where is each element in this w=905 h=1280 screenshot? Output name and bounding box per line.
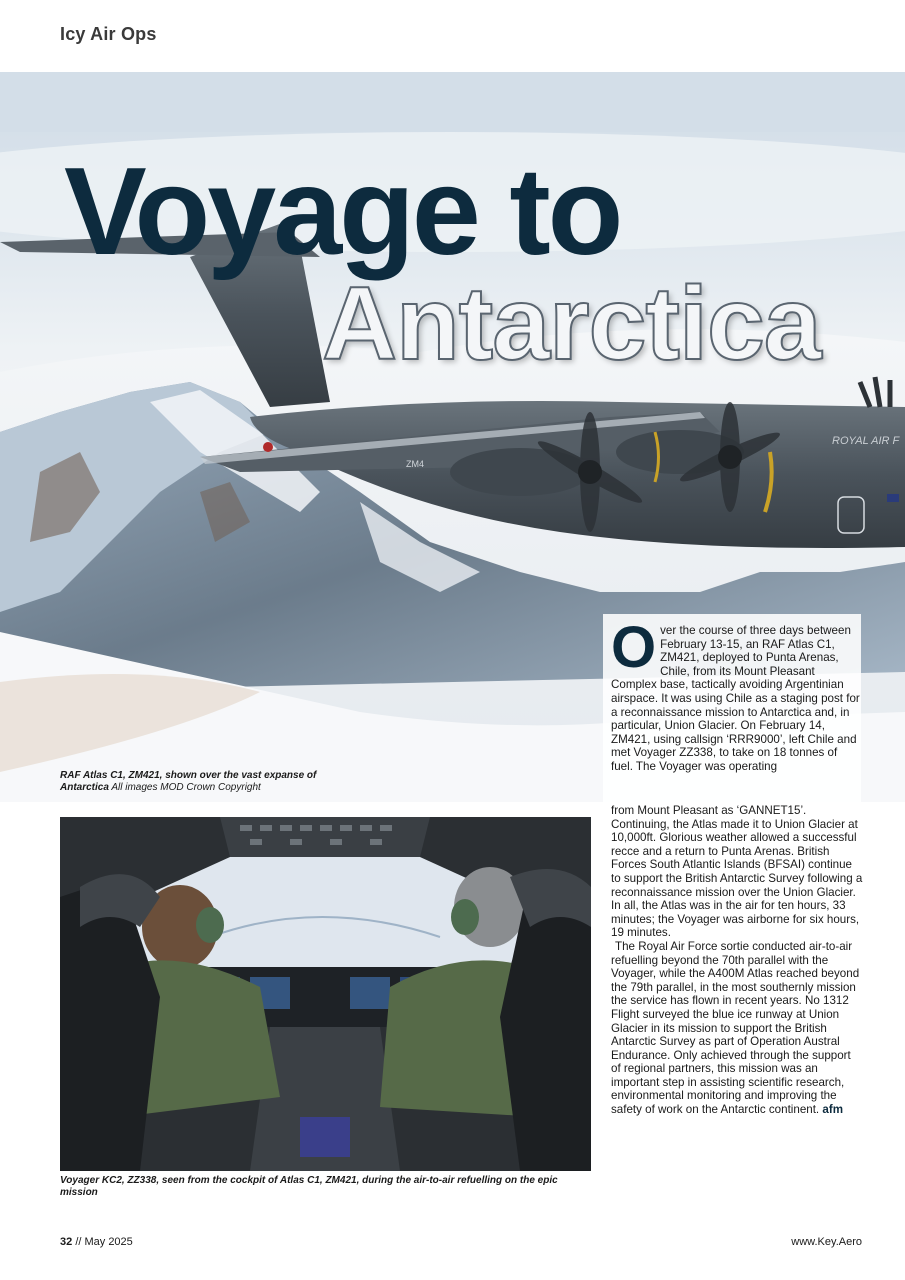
sign-off: afm bbox=[822, 1103, 844, 1117]
fuselage-serial: ZM4 bbox=[406, 459, 424, 469]
page-number: 32 bbox=[60, 1236, 73, 1248]
article-title-line1: Voyage to bbox=[64, 143, 621, 281]
article-paragraph-2 bbox=[611, 940, 863, 1117]
issue-date: // May 2025 bbox=[75, 1236, 133, 1248]
cockpit-photo bbox=[60, 817, 591, 1171]
article-paragraph-2-text: The Royal Air Force sortie conducted air-to-air refuelling beyond the 70th parallel with the Voyager, while the A400M Atlas reached beyond the 79th parallel, in the most southernly mission the service has flown in recent years. No 1312 Flight surveyed the blue ice runway at Union Glacier in its mission to support the British Antarctic Survey as part of Operation Austral Endurance. Only achieved through the support of regional partners, this mission was an important step in assisting scientific research, environmental monitoring and improving the safety of work on the Antarctic continent. bbox=[611, 939, 860, 1117]
article-paragraph-1-text: ver the course of three days between February 13-15, an RAF Atlas C1, ZM421, deployed to Punta Arenas, Chile, from its Mount Pleasant Complex base, tactically avoiding Argentinian airspace. It was using Chile as a staging post for a reconnaissance mission to Antarctica and, in particular, Union Glacier. On February 14, ZM421, using callsign ‘RRR9000’, left Chile and met Voyager ZZ338, to take on 18 tonnes of fuel. The Voyager was operating bbox=[611, 624, 860, 773]
article-intro-box bbox=[603, 614, 861, 804]
fuselage-marking: ROYAL AIR F bbox=[832, 435, 900, 447]
article-paragraph-1-continued: from Mount Pleasant as ‘GANNET15’. Continuing, the Atlas made it to Union Glacier at 10,000ft. Glorious weather allowed a successful recce and a return to Punta Arenas. British Forces South Atlantic Islands (BFSAI) continue to support the British Antarctic Survey following a reconnaissance mission over the Union Glacier. In all, the Atlas was in the air for ten hours, 33 minutes; the Voyager was airborne for six hours, 19 minutes. bbox=[611, 804, 863, 940]
hero-caption-credit: All images MOD Crown Copyright bbox=[111, 782, 261, 793]
website-link[interactable]: www.Key.Aero bbox=[791, 1236, 862, 1248]
cockpit-illustration bbox=[60, 817, 591, 1171]
cockpit-caption: Voyager KC2, ZZ338, seen from the cockpit of Atlas C1, ZM421, during the air-to-air refuelling on the epic mission bbox=[60, 1175, 558, 1198]
section-label: Icy Air Ops bbox=[60, 24, 157, 44]
page-footer-left bbox=[60, 1236, 133, 1248]
article-paragraph-1 bbox=[611, 615, 861, 774]
article-continuation bbox=[611, 804, 863, 1117]
drop-cap: O bbox=[611, 615, 657, 680]
hero-caption-bold: RAF Atlas C1, ZM421, shown over the vast expanse of Antarctica bbox=[60, 770, 317, 793]
hero-caption bbox=[60, 770, 360, 794]
article-title-line2: Antarctica bbox=[322, 266, 821, 382]
